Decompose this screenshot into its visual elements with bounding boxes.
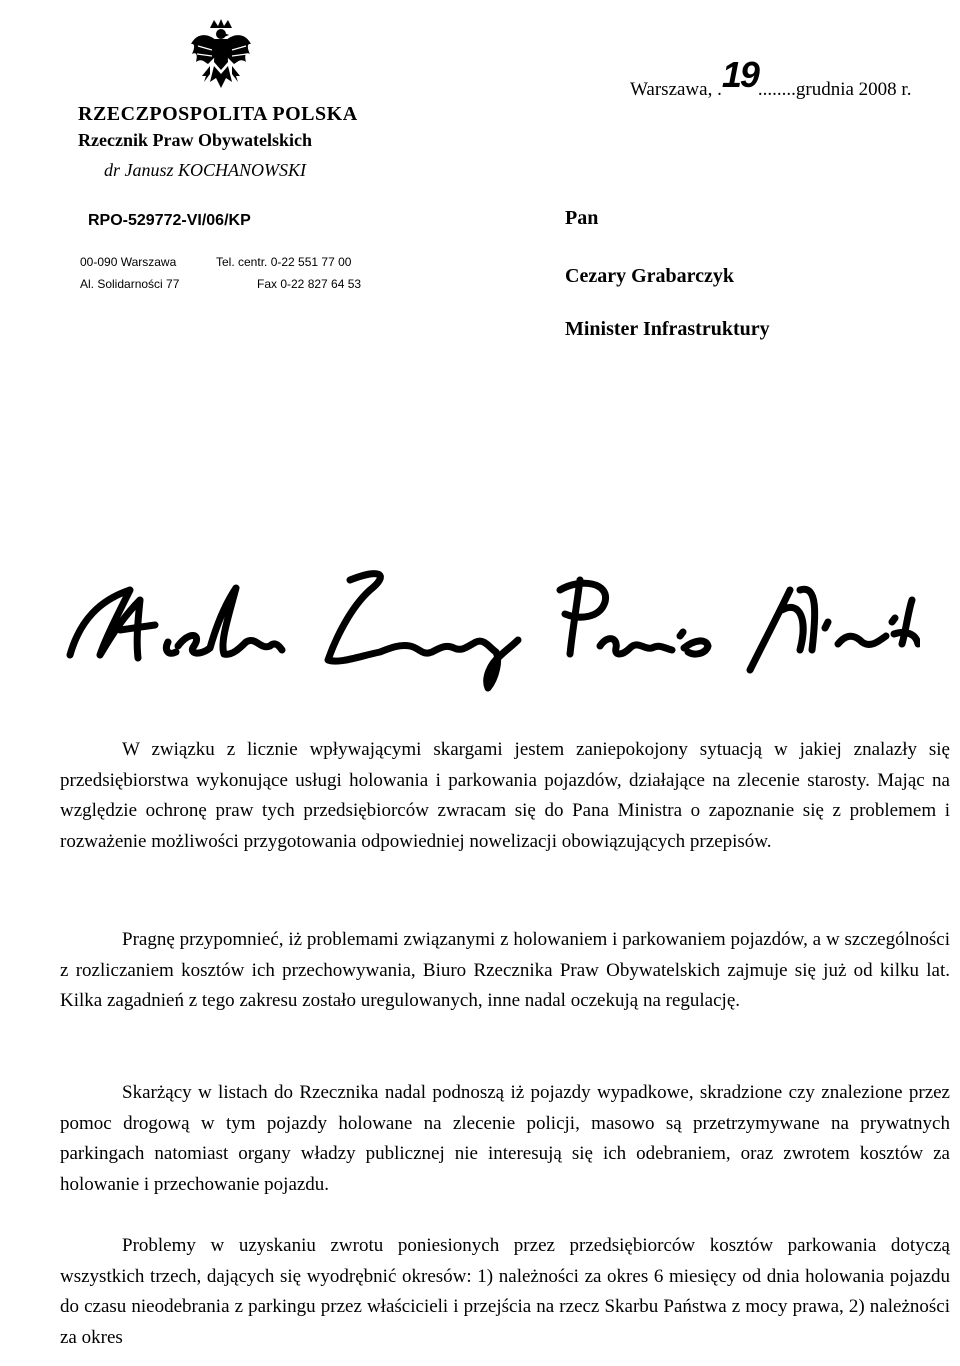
organization-name: RZECZPOSPOLITA POLSKA bbox=[78, 103, 358, 125]
reference-number: RPO-529772-VI/06/KP bbox=[88, 212, 251, 229]
handwritten-greeting-signature bbox=[60, 560, 920, 700]
date-prefix: Warszawa, bbox=[630, 79, 718, 100]
body-paragraph-4-text: Problemy w uzyskaniu zwrotu poniesionych przez przedsiębiorców kosztów parkowania dotyczą wszystkich trzech, dających się wyodrębnić okresów: 1) należności za okres 6 miesięcy od dnia holowania pojazdu do czasu nieodebrania z parkingu przez właścicieli i przejścia na rzecz Skarbu Państwa z mocy prawa, 2) należności za okres bbox=[60, 1235, 950, 1348]
address-postal: 00-090 Warszawa bbox=[80, 255, 177, 269]
recipient-title: Minister Infrastruktury bbox=[565, 318, 770, 340]
body-paragraph-4 bbox=[60, 1231, 950, 1353]
date-day-handwritten: 19 bbox=[721, 54, 758, 95]
recipient-salutation: Pan bbox=[565, 207, 599, 229]
body-paragraph-3-text: Skarżący w listach do Rzecznika nadal podnoszą iż pojazdy wypadkowe, skradzione czy znalezione przez pomoc drogową w tym pojazdy holowane na zlecenie policji, masowo są przetrzymywane na prywatnych parkingach natomiast organy władzy publicznej nie interesują się ich odebraniem, oraz zwrotem kosztów za holowanie i przechowanie pojazdu. bbox=[60, 1082, 950, 1195]
body-paragraph-2-text: Pragnę przypomnieć, iż problemami związanymi z holowaniem i parkowaniem pojazdów, a w szczególności z rozliczaniem kosztów ich przechowywania, Biuro Rzecznika Praw Obywatelskich zajmuje się już od kilku lat. Kilka zagadnień z tego zakresu zostało uregulowanych, inne nadal oczekują na regulację. bbox=[60, 929, 950, 1011]
polish-eagle-emblem-icon bbox=[188, 18, 254, 94]
date-dots-after: ........ bbox=[757, 79, 796, 100]
recipient-name: Cezary Grabarczyk bbox=[565, 265, 735, 287]
address-tel: Tel. centr. 0-22 551 77 00 bbox=[216, 255, 352, 269]
official-name: dr Janusz KOCHANOWSKI bbox=[104, 160, 307, 180]
date-month-year: grudnia 2008 r. bbox=[795, 79, 912, 100]
date-dots-before: . bbox=[717, 79, 722, 100]
body-paragraph-3 bbox=[60, 1078, 950, 1200]
body-paragraph-1-text: W związku z licznie wpływającymi skargami jestem zaniepokojony sytuacją w jakiej znalazły się przedsiębiorstwa wykonujące usługi holowania i parkowania pojazdów, działające na zlecenie starosty. Mając na względzie ochronę praw tych przedsiębiorców zwracam się do Pana Ministra o zapoznanie się z problemem i rozważenie możliwości przygotowania odpowiedniej nowelizacji obowiązujących przepisów. bbox=[60, 739, 950, 852]
address-fax: Fax 0-22 827 64 53 bbox=[257, 277, 362, 291]
office-name: Rzecznik Praw Obywatelskich bbox=[78, 130, 312, 150]
date-line bbox=[630, 54, 912, 104]
address-street: Al. Solidarności 77 bbox=[80, 277, 180, 291]
body-paragraph-1 bbox=[60, 735, 950, 857]
body-paragraph-2 bbox=[60, 925, 950, 1017]
